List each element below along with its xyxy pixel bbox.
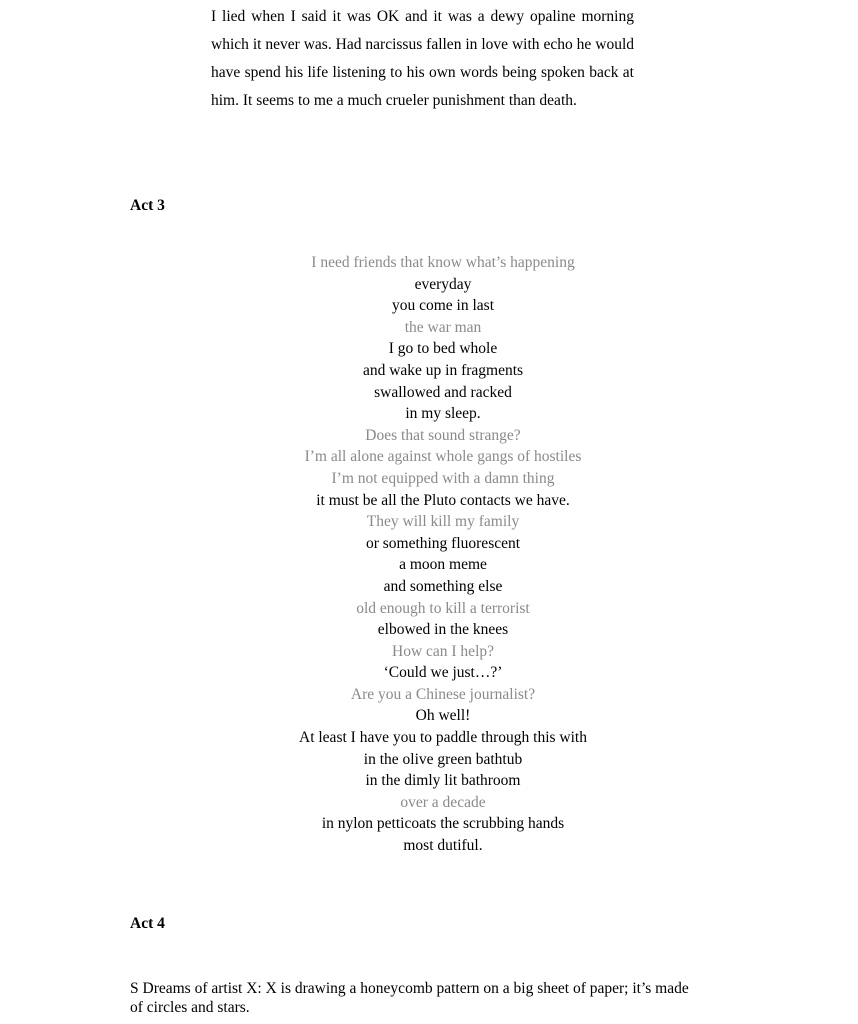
act-3-poem	[214, 252, 672, 857]
intro-paragraph: I lied when I said it was OK and it was a dewy opaline morning which it never was. Had narcissus fallen in love with echo he would have spend his life listening to his own words being spoken back at him. It seems to me a much crueler punishment than death.	[211, 8, 634, 109]
poem-line: in the olive green bathtub	[363, 750, 523, 768]
poem-line: over a decade	[400, 793, 486, 811]
poem-line: Are you a Chinese journalist?	[350, 685, 536, 703]
poem-line: ‘Could we just…?’	[383, 664, 503, 682]
poem-line: At least I have you to paddle through this with	[299, 729, 587, 747]
poem-line: a moon meme	[399, 556, 487, 574]
poem-line: I go to bed whole	[388, 340, 498, 358]
act-4-paragraph: S Dreams of artist X: X is drawing a honeycomb pattern on a big sheet of paper; it’s made of circles and stars.	[130, 980, 689, 1016]
poem-line: I need friends that know what’s happening	[311, 254, 575, 271]
poem-line: and something else	[383, 577, 503, 595]
poem-line: everyday	[414, 275, 472, 293]
poem-line: elbowed in the knees	[377, 621, 509, 639]
poem-line: I’m not equipped with a damn thing	[331, 469, 555, 487]
poem-line: They will kill my family	[366, 513, 520, 531]
poem-line: in nylon petticoats the scrubbing hands	[321, 815, 565, 833]
poem-line: Does that sound strange?	[365, 426, 521, 444]
poem-line: in the dimly lit bathroom	[365, 772, 521, 790]
poem-line: Oh well!	[415, 707, 471, 725]
poem-line: swallowed and racked	[374, 383, 512, 401]
poem-line: the war man	[404, 318, 482, 336]
poem-line: you come in last	[391, 297, 495, 315]
poem-line: in my sleep.	[405, 405, 481, 423]
poem-line: it must be all the Pluto contacts we have.	[316, 491, 570, 509]
poem-line: or something fluorescent	[365, 534, 521, 552]
poem-line: old enough to kill a terrorist	[356, 599, 530, 617]
poem-line: How can I help?	[392, 642, 494, 660]
poem-line: I’m all alone against whole gangs of hostiles	[304, 448, 582, 466]
poem-line: and wake up in fragments	[362, 361, 524, 379]
act-3-heading: Act 3	[130, 197, 165, 214]
act-4-heading: Act 4	[130, 915, 165, 932]
poem-line: most dutiful.	[403, 837, 483, 855]
